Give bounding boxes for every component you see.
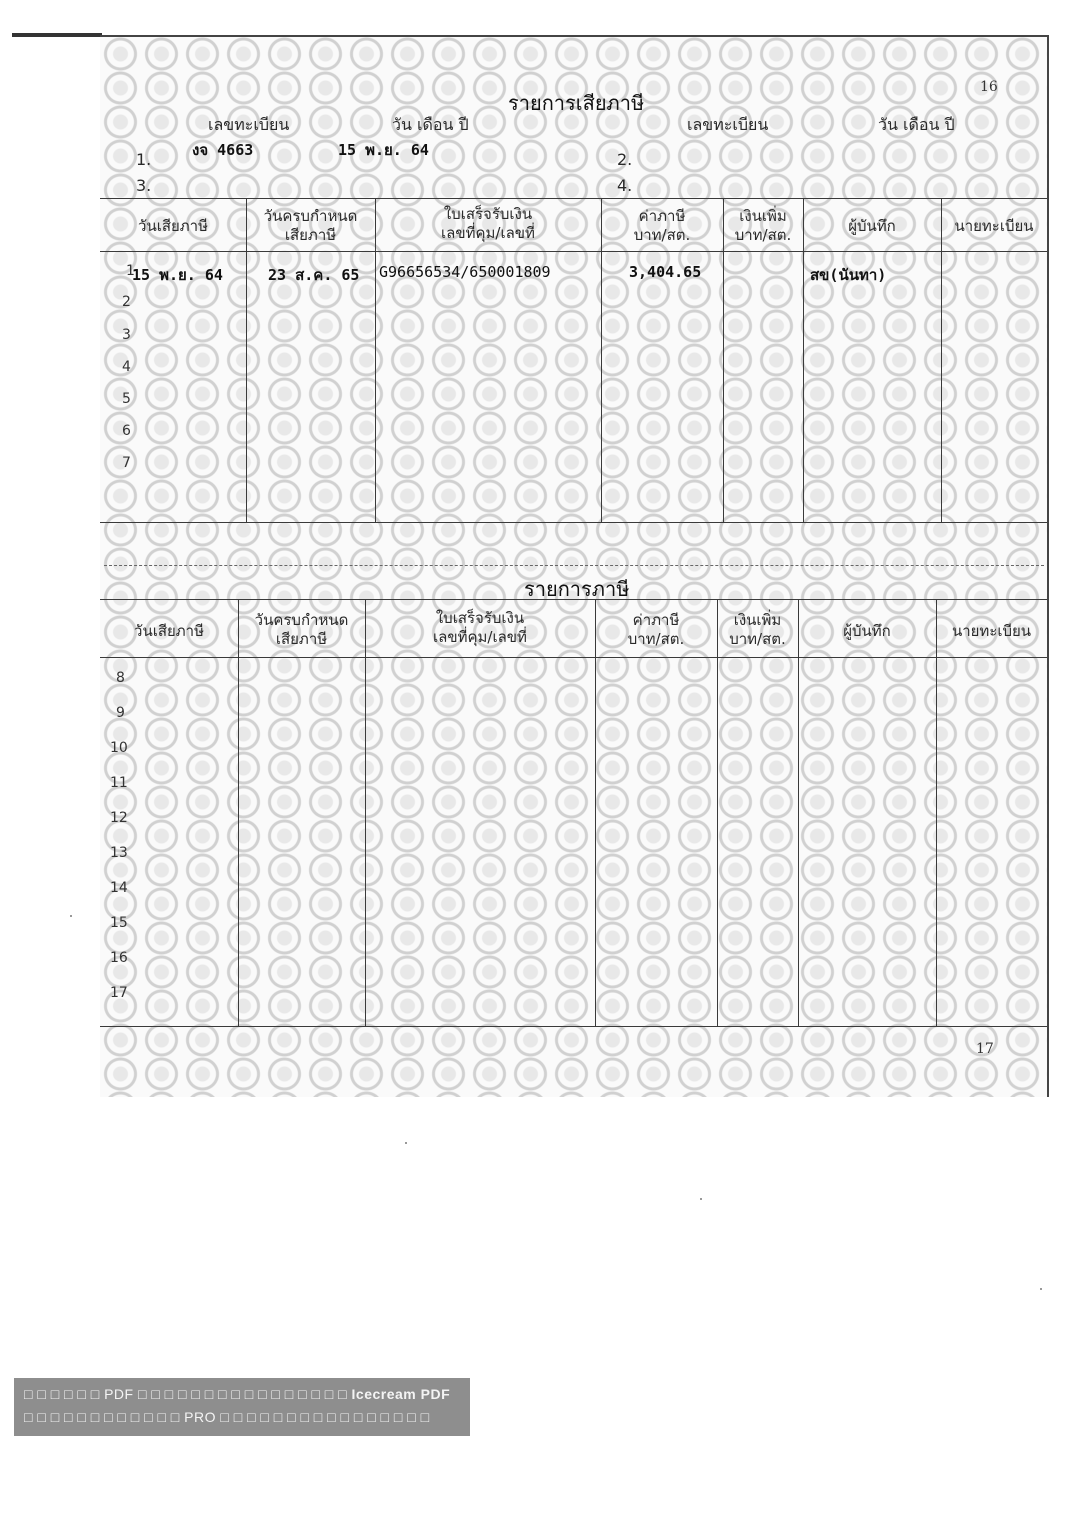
watermark-glyphs: □ □ □ □ □ □ □ □ □ □ □ □ xyxy=(24,1409,180,1425)
col-header-due-date: วันครบกำหนด เสียภาษี xyxy=(254,611,349,648)
label-date-left: วัน เดือน ปี xyxy=(392,115,469,134)
page-number-top: 16 xyxy=(980,79,998,95)
entry-number-4: 4. xyxy=(617,176,633,195)
scan-speck xyxy=(70,915,72,917)
cell-due-date: 23 ส.ค. 65 xyxy=(268,266,360,284)
row-number: 9 xyxy=(116,705,125,721)
col-header-surcharge: เงินเพิ่ม บาท/สต. xyxy=(734,207,792,244)
row-number: 13 xyxy=(110,845,128,861)
reg-number-1: งจ 4663 xyxy=(192,141,254,159)
watermark-glyphs: □ □ □ □ □ □ □ □ □ □ □ □ □ □ □ □ xyxy=(137,1386,348,1402)
watermark-pdf: PDF xyxy=(104,1386,134,1402)
col-header-tax: ค่าภาษี บาท/สต. xyxy=(627,611,685,648)
watermark-pro: PRO xyxy=(184,1409,216,1425)
row-number: 10 xyxy=(110,740,128,756)
col-header-tax: ค่าภาษี บาท/สต. xyxy=(633,207,691,244)
top-edge-bar xyxy=(12,33,102,37)
tax-record-sheet xyxy=(100,35,1049,1097)
row-number: 8 xyxy=(116,670,125,686)
row-number: 4 xyxy=(122,359,131,375)
row-number: 2 xyxy=(122,294,131,310)
col-header-receipt: ใบเสร็จรับเงิน เลขที่คุม/เลขที่ xyxy=(433,609,527,646)
row-number: 3 xyxy=(122,327,131,343)
entry-number-2: 2. xyxy=(617,150,633,169)
row-number: 12 xyxy=(110,810,128,826)
col-header-pay-date: วันเสียภาษี xyxy=(138,217,208,235)
row-number: 7 xyxy=(122,455,131,471)
col-header-due-date: วันครบกำหนด เสียภาษี xyxy=(263,207,358,244)
row-number: 16 xyxy=(110,950,128,966)
section-title: รายการภาษี xyxy=(524,577,630,601)
cell-tax: 3,404.65 xyxy=(629,263,702,281)
row-number: 1 xyxy=(126,263,135,279)
cell-pay-date: 15 พ.ย. 64 xyxy=(132,266,223,284)
cell-recorder: สข(นันทา) xyxy=(810,266,887,284)
col-header-recorder: ผู้บันทึก xyxy=(843,622,891,640)
label-date-right: วัน เดือน ปี xyxy=(878,115,955,134)
label-reg-left: เลขทะเบียน xyxy=(208,115,290,134)
row-number: 14 xyxy=(110,880,128,896)
col-header-registrar: นายทะเบียน xyxy=(951,622,1032,640)
scan-speck xyxy=(1040,1288,1042,1290)
row-number: 11 xyxy=(110,775,128,791)
entry-number-3: 3. xyxy=(136,176,152,195)
col-header-pay-date: วันเสียภาษี xyxy=(134,622,204,640)
col-header-recorder: ผู้บันทึก xyxy=(848,217,896,235)
scan-speck xyxy=(405,1142,407,1144)
label-reg-right: เลขทะเบียน xyxy=(687,115,769,134)
cell-receipt: G96656534/650001809 xyxy=(379,263,551,281)
row-number: 17 xyxy=(110,985,128,1001)
row-number: 6 xyxy=(122,423,131,439)
reg-date-1: 15 พ.ย. 64 xyxy=(338,141,429,159)
watermark-glyphs: □ □ □ □ □ □ xyxy=(24,1386,100,1402)
row-number: 5 xyxy=(122,391,131,407)
page-title: รายการเสียภาษี xyxy=(508,91,645,115)
watermark-glyphs: □ □ □ □ □ □ □ □ □ □ □ □ □ □ □ □ xyxy=(220,1409,430,1425)
col-header-surcharge: เงินเพิ่ม บาท/สต. xyxy=(729,611,786,648)
watermark-brand: Icecream PDF xyxy=(351,1386,451,1402)
row-number: 15 xyxy=(110,915,128,931)
watermark-banner xyxy=(14,1378,470,1436)
scan-seam xyxy=(104,565,1044,566)
col-header-receipt: ใบเสร็จรับเงิน เลขที่คุม/เลขที่ xyxy=(441,205,535,242)
scan-speck xyxy=(700,1198,702,1200)
col-header-registrar: นายทะเบียน xyxy=(954,217,1034,235)
page-number-bottom: 17 xyxy=(976,1041,994,1057)
entry-number-1: 1. xyxy=(136,150,152,169)
